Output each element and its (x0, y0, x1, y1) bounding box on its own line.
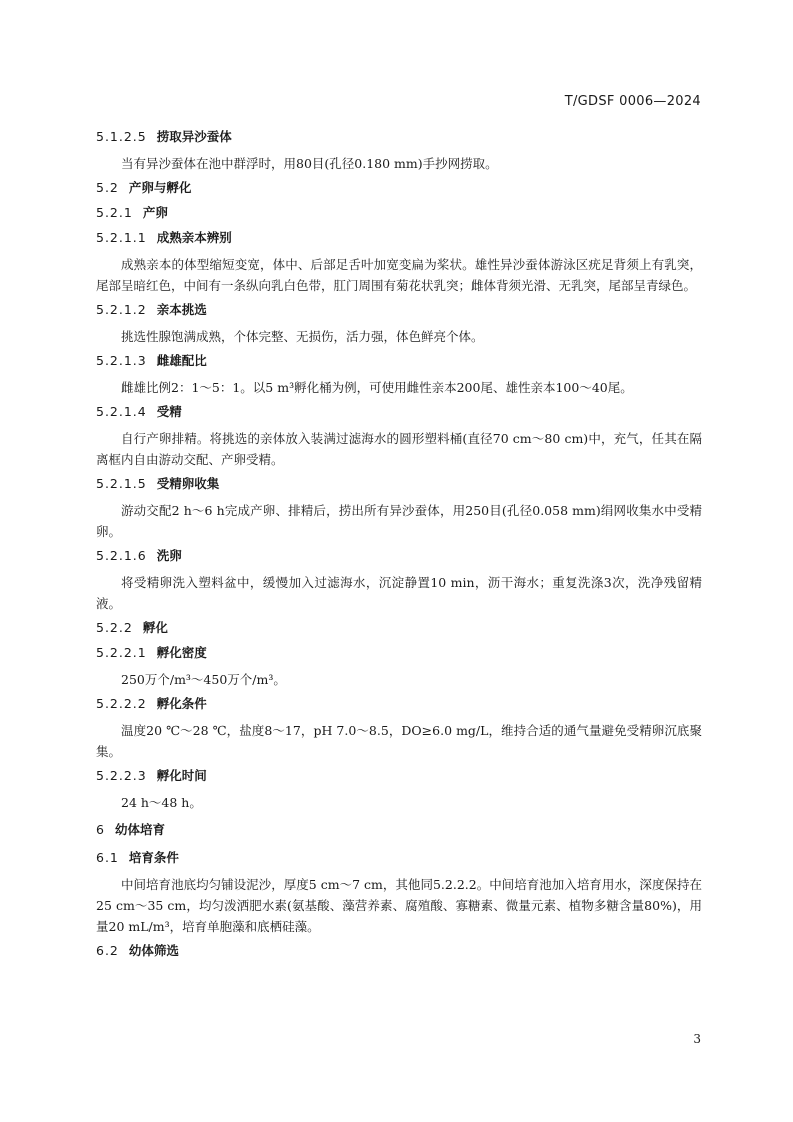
section-number: 6.2 (96, 943, 119, 958)
section-number: 6.1 (96, 850, 119, 865)
section-heading (96, 767, 702, 785)
section-heading (96, 128, 702, 146)
section-number: 5.2.1.5 (96, 476, 147, 491)
document-body (96, 128, 702, 967)
section-title: 受精 (156, 404, 182, 419)
section-heading (96, 352, 702, 370)
section-number: 5.2.1.2 (96, 302, 147, 317)
section-heading (96, 644, 702, 662)
section-heading (96, 547, 702, 565)
section-heading (96, 204, 702, 222)
section-heading (96, 849, 702, 867)
paragraph: 24 h～48 h。 (121, 795, 202, 810)
paragraph: 当有异沙蚕体在池中群浮时，用80目(孔径0.180 mm)手抄网捞取。 (121, 156, 498, 171)
paragraph: 挑选性腺饱满成熟，个体完整、无损伤，活力强，体色鲜亮个体。 (121, 329, 484, 344)
section-heading (96, 821, 702, 839)
section-number: 5.2.1.6 (96, 548, 147, 563)
paragraph: 中间培育池底均匀铺设泥沙，厚度5 cm～7 cm，其他同5.2.2.2。中间培育池加入培育用水，深度保持在25 cm～35 cm，均匀泼洒肥水素(氨基酸、藻营养素、腐殖酸、寡糖素、微量元素、植物多糖含量80%)，用量20 mL/m³，培育单胞藻和底栖硅藻。 (96, 877, 702, 934)
section-title: 孵化 (142, 620, 168, 635)
page-number: 3 (693, 1032, 701, 1046)
document-code: T/GDSF 0006—2024 (564, 94, 701, 109)
section-heading (96, 475, 702, 493)
section-title: 洗卵 (156, 548, 182, 563)
section-number: 5.2 (96, 180, 119, 195)
section-number: 5.2.1.1 (96, 230, 147, 245)
section-heading (96, 942, 702, 960)
paragraph: 游动交配2 h～6 h完成产卵、排精后，捞出所有异沙蚕体，用250目(孔径0.058 mm)绢网收集水中受精卵。 (96, 503, 702, 539)
section-title: 亲本挑选 (156, 302, 207, 317)
section-title: 幼体培育 (114, 822, 165, 837)
section-heading (96, 619, 702, 637)
section-number: 5.2.1 (96, 205, 133, 220)
section-number: 5.2.1.4 (96, 404, 147, 419)
section-heading (96, 695, 702, 713)
section-title: 孵化条件 (156, 696, 207, 711)
section-title: 产卵 (142, 205, 168, 220)
section-title: 孵化时间 (156, 768, 207, 783)
section-heading (96, 179, 702, 197)
section-title: 受精卵收集 (156, 476, 220, 491)
section-heading (96, 403, 702, 421)
section-title: 培育条件 (128, 850, 179, 865)
section-title: 产卵与孵化 (128, 180, 192, 195)
section-number: 5.2.2.1 (96, 645, 147, 660)
paragraph: 250万个/m³～450万个/m³。 (121, 672, 286, 687)
section-number: 5.2.2.2 (96, 696, 147, 711)
section-number: 5.2.1.3 (96, 353, 147, 368)
section-title: 幼体筛选 (128, 943, 179, 958)
section-title: 孵化密度 (156, 645, 207, 660)
section-number: 5.2.2.3 (96, 768, 147, 783)
paragraph: 自行产卵排精。将挑选的亲体放入装满过滤海水的圆形塑料桶(直径70 cm～80 cm)中，充气，任其在隔离框内自由游动交配、产卵受精。 (96, 431, 702, 467)
section-title: 雌雄配比 (156, 353, 207, 368)
section-number: 6 (96, 822, 105, 837)
section-title: 成熟亲本辨别 (156, 230, 232, 245)
paragraph: 将受精卵洗入塑料盆中，缓慢加入过滤海水，沉淀静置10 min，沥干海水；重复洗涤3次，洗净残留精液。 (96, 575, 702, 611)
paragraph: 成熟亲本的体型缩短变宽，体中、后部足舌叶加宽变扁为桨状。雄性异沙蚕体游泳区疣足背须上有乳突，尾部呈暗红色，中间有一条纵向乳白色带，肛门周围有菊花状乳突；雌体背须光滑、无乳突，尾部呈青绿色。 (96, 257, 702, 293)
paragraph: 温度20 ℃～28 ℃，盐度8～17，pH 7.0～8.5，DO≥6.0 mg/L，维持合适的通气量避免受精卵沉底聚集。 (96, 723, 702, 759)
section-heading (96, 301, 702, 319)
paragraph: 雌雄比例2：1～5：1。以5 m³孵化桶为例，可使用雌性亲本200尾、雄性亲本100～40尾。 (121, 380, 633, 395)
section-heading (96, 229, 702, 247)
section-title: 捞取异沙蚕体 (156, 129, 232, 144)
section-number: 5.1.2.5 (96, 129, 147, 144)
section-number: 5.2.2 (96, 620, 133, 635)
